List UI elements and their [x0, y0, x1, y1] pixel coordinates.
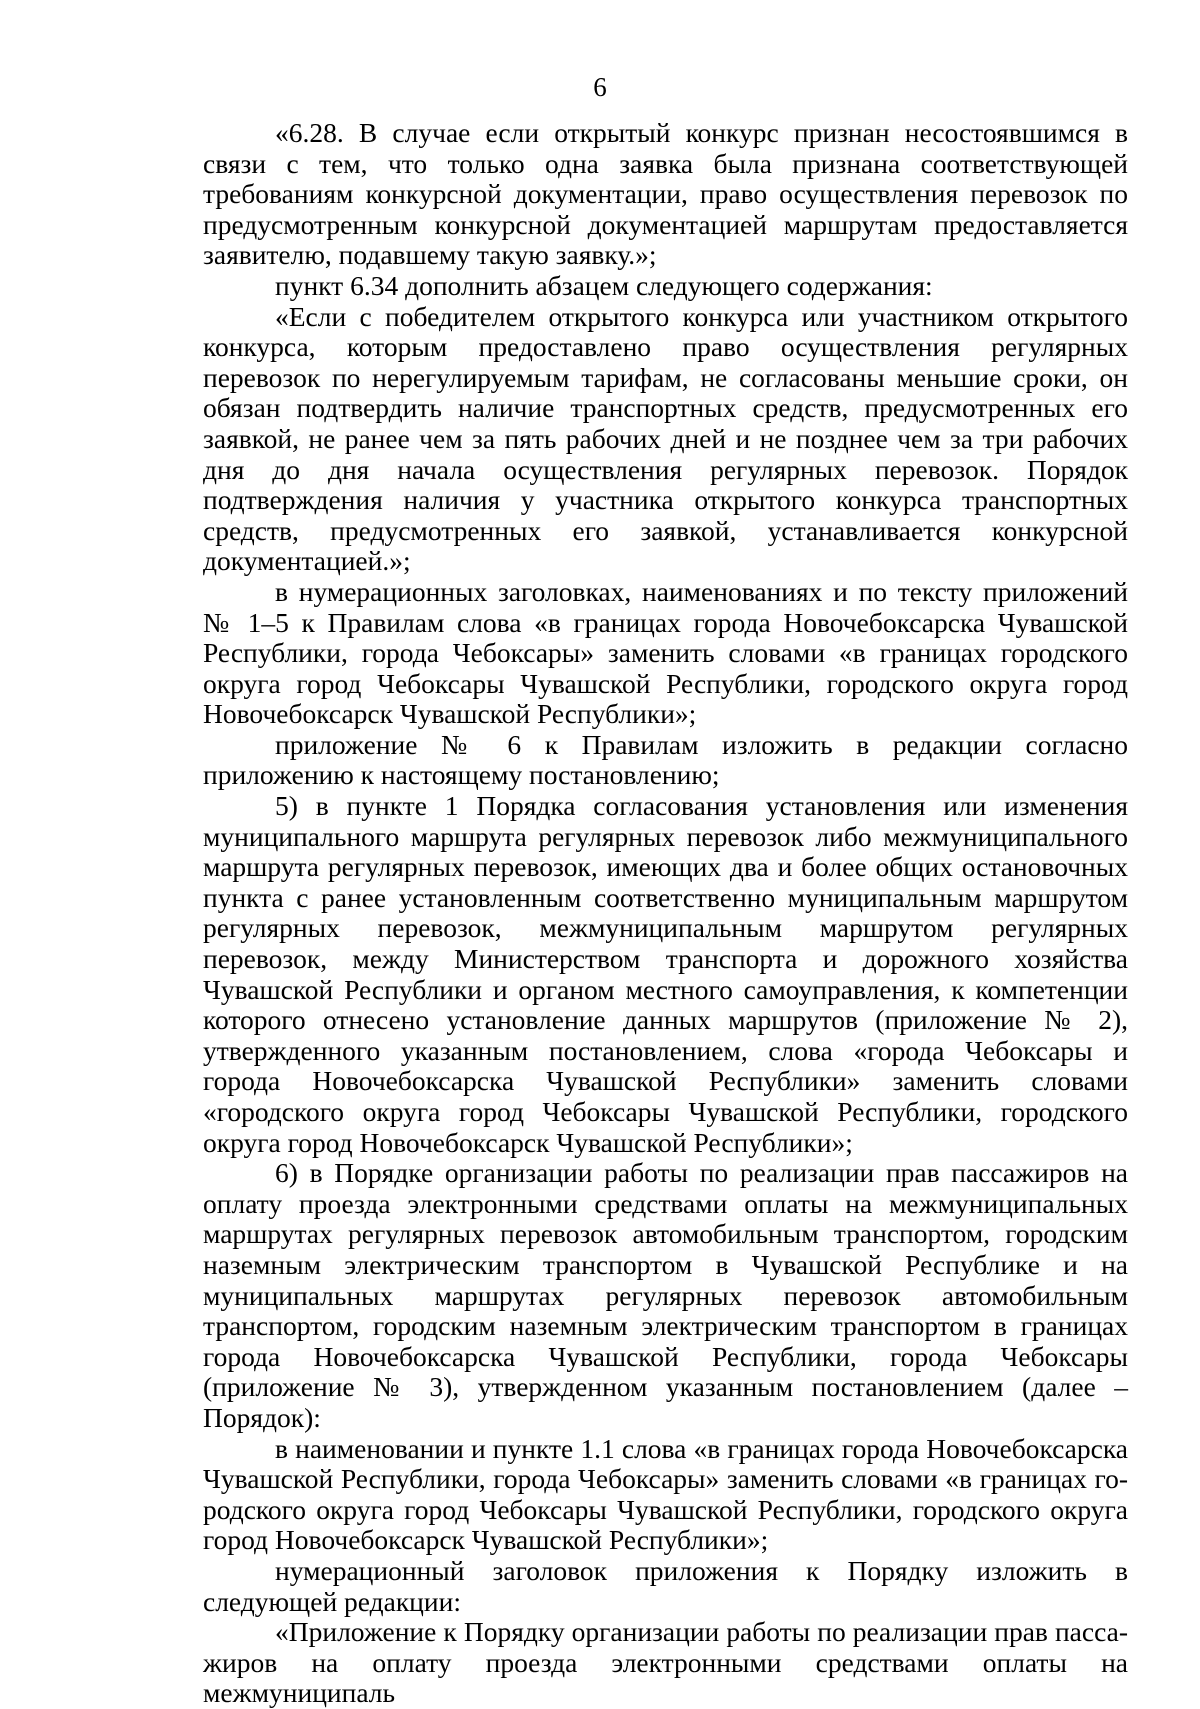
document-body [203, 118, 1128, 1709]
paragraph-item-6-name: в наименовании и пункте 1.1 слова «в границах города Новочебоксарска Чувашской Республики, города Чебоксары» заменить словами «в границах городского округа город Чебоксары Чувашской Республики, городского округа город Новочебоксарск Чувашской Республики»; [203, 1432, 1128, 1556]
paragraph-6-34-intro: пункт 6.34 дополнить абзацем следующего содержания: [275, 269, 933, 301]
paragraph-item-6: 6) в Порядке организации работы по реализации прав пассажиров на оплату проезда электронными средствами оплаты на межмуниципальных маршрутах регулярных перевозок автомобильным транспортом, городским наземным электрическим транспортом в Чувашской Республике и на муниципальных маршрутах регулярных перевозок автомобильным транспортом, городским наземным электрическим транспортом в границах города Новочебоксарска Чувашской Республики, города Чебоксары (приложение № 3), утвержденном указанным постановлением (далее – Порядок): [203, 1157, 1128, 1433]
paragraph-6-28: «6.28. В случае если открытый конкурс признан несостоявшимся в связи с тем, что только одна заявка была признана соответствующей требованиям конкурсной документации, право осуществления перевозок по предусмотренным конкурсной документацией маршрутам предоставляется заявителю, подавшему такую заявку.»; [203, 117, 1128, 271]
page-number: 6 [593, 72, 607, 102]
paragraph-item-5: 5) в пункте 1 Порядка согласования установления или изменения муниципального маршрута регулярных перевозок либо межмуниципального маршрута регулярных перевозок, имеющих два и более общих остановочных пункта с ранее установленным соответственно муниципальным маршрутом регулярных перевозок, межмуниципальным маршрутом регулярных перевозок, между Министерством транспорта и дорожного хозяйства Чувашской Республики и органом местного самоуправления, к компетенции которого отнесено установление данных маршрутов (приложение № 2), утвержденного указанным постановлением, слова «города Чебоксары и города Новочебоксарска Чувашской Республики» заменить словами «городского округа город Чебоксары Чувашской Республики, городского округа город Новочебоксарск Чувашской Республики»; [203, 790, 1128, 1158]
paragraph-item-6-heading: нумерационный заголовок приложения к Порядку изложить в следующей редакции: [203, 1554, 1128, 1617]
paragraph-appendices-1-5: в нумерационных заголовках, наименованиях и по тексту приложений № 1–5 к Правилам слова «в границах города Новочебоксарска Чувашской Республики, города Чебоксары» заменить словами «в границах городского округа город Чебоксары Чувашской Республики, городского округа город Новочебоксарск Чувашской Республики»; [203, 575, 1128, 730]
paragraph-6-34-text: «Если с победителем открытого конкурса или участником открытого конкурса, которым предоставлено право осуществления регулярных перевозок по нерегулируемым тарифам, не согласованы меньшие сроки, он обязан подтвердить наличие транспортных средств, предусмотренных его заявкой, не ранее чем за пять рабочих дней и не позднее чем за три рабочих дня до дня начала осуществления регулярных перевозок. Порядок подтверждения наличия у участника открытого конкурса транспортных средств, предусмотренных его заявкой, устанавливается конкурсной документацией.»; [203, 300, 1128, 577]
paragraph-item-6-appendix: «Приложение к Порядку организации работы по реализации прав пассажиров на оплату проезда электронными средствами оплаты на межмуниципаль [203, 1616, 1128, 1709]
paragraph-appendix-6: приложение № 6 к Правилам изложить в редакции согласно приложению к настоящему постановлению; [203, 728, 1128, 791]
